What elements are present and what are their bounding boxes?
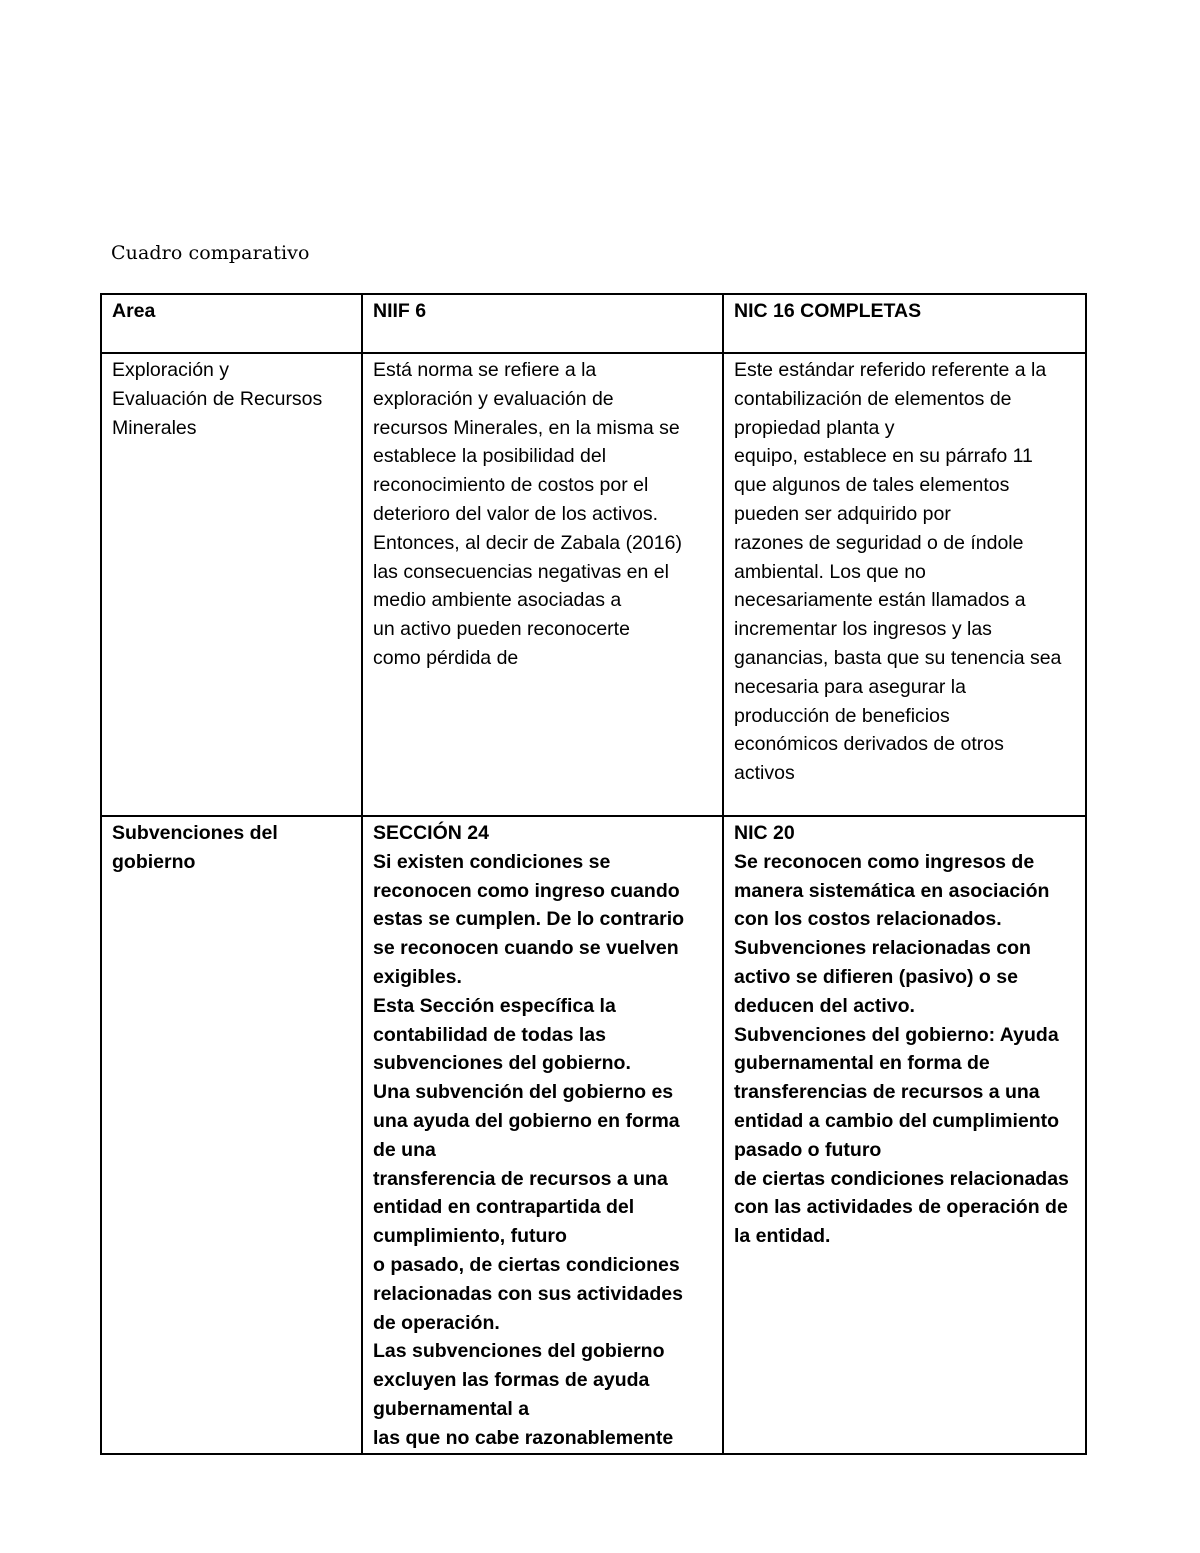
cell-text-line: contabilidad de todas las [373, 1023, 606, 1046]
cell-text-line: Exploración y [112, 359, 230, 381]
header-area: Area [101, 294, 362, 353]
cell-text-line: entidad a cambio del cumplimiento [734, 1109, 1060, 1132]
cell-text-line: las consecuencias negativas en el [373, 560, 669, 583]
cell-text-line: Evaluación de Recursos [112, 387, 323, 410]
cell-text-line: contabilización de elementos de [734, 387, 1012, 410]
cell-text-line: razones de seguridad o de índole [734, 531, 1024, 554]
cell-text-line: entidad en contrapartida del [373, 1196, 635, 1219]
cell-text-line: excluyen las formas de ayuda [373, 1369, 650, 1392]
cell-text-line: reconocen como ingreso cuando [373, 879, 680, 902]
table-row [101, 353, 1086, 816]
cell-text-line: exigibles. [373, 965, 462, 988]
cell-text-line: Entonces, al decir de Zabala (2016) [373, 531, 682, 554]
cell-text-line: Si existen condiciones se [373, 850, 611, 873]
cell-text-line: producción de beneficios [734, 704, 950, 727]
cell-text-line: una ayuda del gobierno en forma [373, 1109, 680, 1132]
cell-text-line: ganancias, basta que su tenencia sea [734, 646, 1062, 669]
cell-text-line: manera sistemática en asociación [734, 879, 1050, 902]
cell-text-line: pasado o futuro [734, 1138, 882, 1161]
comparison-table [100, 293, 1087, 1455]
cell-text-line: transferencias de recursos a una [734, 1081, 1040, 1104]
table-row [101, 816, 1086, 1454]
cell-text-line: deducen del activo. [734, 994, 915, 1017]
cell-text-line: Subvenciones del gobierno: Ayuda [734, 1023, 1059, 1046]
cell-text-line: cumplimiento, futuro [373, 1225, 567, 1248]
cell-text-line: un activo pueden reconocerte [373, 618, 630, 641]
cell-text-line: establece la posibilidad del [373, 445, 607, 468]
cell-text-line: necesariamente están llamados a [734, 589, 1026, 612]
cell-text-line: Una subvención del gobierno es [373, 1081, 674, 1104]
cell-text-line: exploración y evaluación de [373, 387, 614, 410]
cell-text-line: relacionadas con sus actividades [373, 1282, 683, 1305]
cell-text-line: NIC 20 [734, 822, 795, 844]
cell-text-line: estas se cumplen. De lo contrario [373, 908, 685, 931]
cell-text-line: necesaria para asegurar la [734, 675, 966, 698]
cell-area [101, 353, 362, 816]
cell-text-line: Subvenciones del [112, 822, 278, 844]
cell-area [101, 816, 362, 1454]
cell-text-line: Este estándar referido referente a la [734, 359, 1047, 381]
cell-text-line: Se reconocen como ingresos de [734, 850, 1035, 873]
header-niif: NIIF 6 [362, 294, 723, 353]
cell-text-line: de operación. [373, 1311, 500, 1334]
header-nic: NIC 16 COMPLETAS [723, 294, 1086, 353]
cell-text-line: Las subvenciones del gobierno [373, 1340, 665, 1363]
cell-text-line: equipo, establece en su párrafo 11 [734, 445, 1033, 468]
cell-text-line: activo se difieren (pasivo) o se [734, 965, 1018, 988]
cell-niif [362, 816, 723, 1454]
cell-nic [723, 816, 1086, 1454]
cell-text-line: como pérdida de [373, 646, 519, 669]
cell-text-line: económicos derivados de otros [734, 733, 1004, 756]
cell-text-line: ambiental. Los que no [734, 560, 926, 583]
cell-text-line: se reconocen cuando se vuelven [373, 937, 679, 960]
cell-text-line: que algunos de tales elementos [734, 474, 1010, 497]
cell-text-line: transferencia de recursos a una [373, 1167, 668, 1190]
cell-text-line: con los costos relacionados. [734, 908, 1002, 931]
cell-text-line: gubernamental en forma de [734, 1052, 990, 1075]
cell-text-line: o pasado, de ciertas condiciones [373, 1253, 680, 1276]
cell-text-line: Subvenciones relacionadas con [734, 937, 1031, 960]
cell-text-line: reconocimiento de costos por el [373, 474, 649, 497]
cell-text-line: gobierno [112, 850, 196, 873]
cell-text-line: Minerales [112, 416, 197, 439]
cell-text-line: SECCIÓN 24 [373, 822, 489, 844]
table-header-row [101, 294, 1086, 353]
cell-niif [362, 353, 723, 816]
cell-text-line: recursos Minerales, en la misma se [373, 416, 680, 439]
cell-text-line: de una [373, 1138, 436, 1161]
cell-text-line: medio ambiente asociadas a [373, 589, 622, 612]
cell-text-line: las que no cabe razonablemente [373, 1426, 674, 1449]
cell-text-line: incrementar los ingresos y las [734, 618, 992, 641]
cell-text-line: Esta Sección específica la [373, 994, 616, 1017]
cell-text-line: deterioro del valor de los activos. [373, 502, 659, 525]
cell-text-line: Está norma se refiere a la [373, 359, 597, 381]
document-title: Cuadro comparativo [111, 242, 310, 264]
cell-text-line: propiedad planta y [734, 416, 895, 439]
cell-text-line: activos [734, 762, 795, 785]
cell-text-line: gubernamental a [373, 1397, 530, 1420]
cell-text-line: de ciertas condiciones relacionadas [734, 1167, 1069, 1190]
cell-text-line: subvenciones del gobierno. [373, 1052, 631, 1075]
cell-nic [723, 353, 1086, 816]
cell-text-line: con las actividades de operación de [734, 1196, 1068, 1219]
cell-text-line: pueden ser adquirido por [734, 502, 951, 525]
cell-text-line: la entidad. [734, 1225, 831, 1248]
